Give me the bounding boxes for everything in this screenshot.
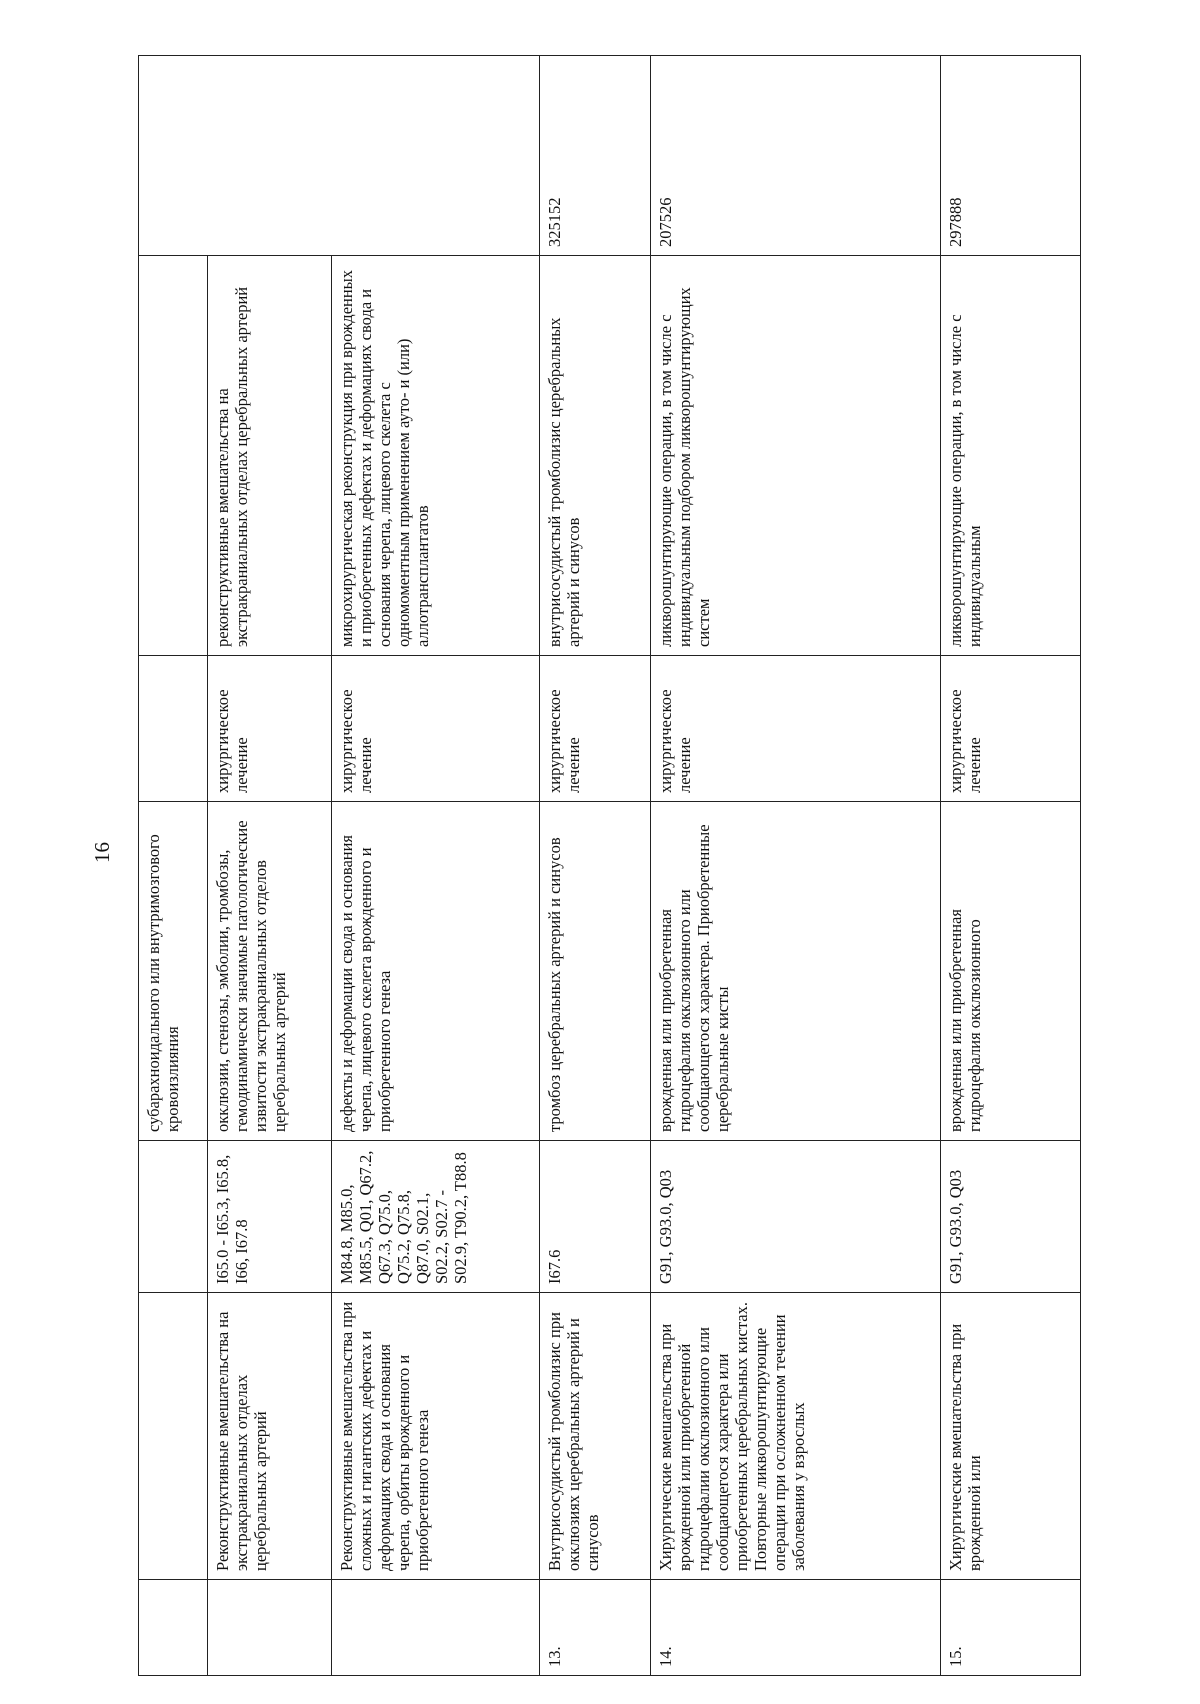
treatment-type: хирургическое лечение (540, 656, 651, 802)
treatment-type: хирургическое лечение (651, 656, 941, 802)
diagnosis: дефекты и деформации свода и основания черепа, лицевого скелета врожденного и приобретенного генеза (332, 802, 540, 1141)
procedures-table (138, 55, 1081, 1676)
intervention-name: Внутрисосудистый тромболизис при окклюзиях церебральных артерий и синусов (540, 1293, 651, 1580)
row-number (208, 1580, 332, 1676)
intervention-name (139, 1293, 208, 1580)
treatment-method: ликворошунтирующие операции, в том числе с индивидуальным подбором ликворошунтирующих систем (651, 256, 941, 656)
table-row (651, 56, 941, 1676)
row-number (139, 1580, 208, 1676)
row-number: 15. (941, 1580, 1081, 1676)
icd-codes: G91, G93.0, Q03 (651, 1141, 941, 1293)
treatment-type (139, 656, 208, 802)
cost-cell: 207526 (651, 56, 941, 256)
icd-codes: G91, G93.0, Q03 (941, 1141, 1081, 1293)
treatment-type: хирургическое лечение (941, 656, 1081, 802)
treatment-method: микрохирургическая реконструкция при врожденных и приобретенных дефектах и деформациях свода и основания черепа, лицевого скелета с одномоментным применением ауто- и (или) аллотрансплантатов (332, 256, 540, 656)
page-number-text: 16 (89, 841, 114, 863)
treatment-method (139, 256, 208, 656)
treatment-method: внутрисосудистый тромболизис церебральных артерий и синусов (540, 256, 651, 656)
treatment-method: ликворошунтирующие операции, в том числе с индивидуальным (941, 256, 1081, 656)
diagnosis: окклюзии, стенозы, эмболии, тромбозы, гемодинамически значимые патологические извитости экстракраниальных отделов церебральных артерий (208, 802, 332, 1141)
icd-codes (139, 1141, 208, 1293)
intervention-name: Реконструктивные вмешательства на экстракраниальных отделах церебральных артерий (208, 1293, 332, 1580)
diagnosis: врожденная или приобретенная гидроцефалия окклюзионного или сообщающегося характера. Приобретенные церебральные кисты (651, 802, 941, 1141)
row-number: 13. (540, 1580, 651, 1676)
table-row (208, 56, 332, 1676)
page-number (82, 0, 122, 1704)
row-number (332, 1580, 540, 1676)
icd-codes: I65.0 - I65.3, I65.8, I66, I67.8 (208, 1141, 332, 1293)
intervention-name: Хирургические вмешательства при врожденной или приобретенной гидроцефалии окклюзионного или сообщающегося характера или приобретенных церебральных кистах. Повторные ликворошунтирующие операции при осложненном течении заболевания у взрослых (651, 1293, 941, 1580)
treatment-type: хирургическое лечение (332, 656, 540, 802)
cost-cell: 297888 (941, 56, 1081, 256)
table-row (332, 56, 540, 1676)
cost-cell (139, 56, 540, 256)
treatment-type: хирургическое лечение (208, 656, 332, 802)
intervention-name: Реконструктивные вмешательства при сложных и гигантских дефектах и деформациях свода и основания черепа, орбиты врожденного и приобретенного генеза (332, 1293, 540, 1580)
row-number: 14. (651, 1580, 941, 1676)
treatment-method: реконструктивные вмешательства на экстракраниальных отделах церебральных артерий (208, 256, 332, 656)
table-row (941, 56, 1081, 1676)
intervention-name: Хирургические вмешательства при врожденной или (941, 1293, 1081, 1580)
diagnosis: врожденная или приобретенная гидроцефалия окклюзионного (941, 802, 1081, 1141)
table-row (139, 56, 208, 1676)
icd-codes: M84.8, M85.0, M85.5, Q01, Q67.2, Q67.3, Q75.0, Q75.2, Q75.8, Q87.0, S02.1, S02.2, S02.7 - S02.9, T90.2, T88.8 (332, 1141, 540, 1293)
icd-codes: I67.6 (540, 1141, 651, 1293)
diagnosis: тромбоз церебральных артерий и синусов (540, 802, 651, 1141)
table-row (540, 56, 651, 1676)
diagnosis: субарахноидального или внутримозгового кровоизлияния (139, 802, 208, 1141)
rotated-table-container (138, 56, 1080, 1676)
cost-cell: 325152 (540, 56, 651, 256)
